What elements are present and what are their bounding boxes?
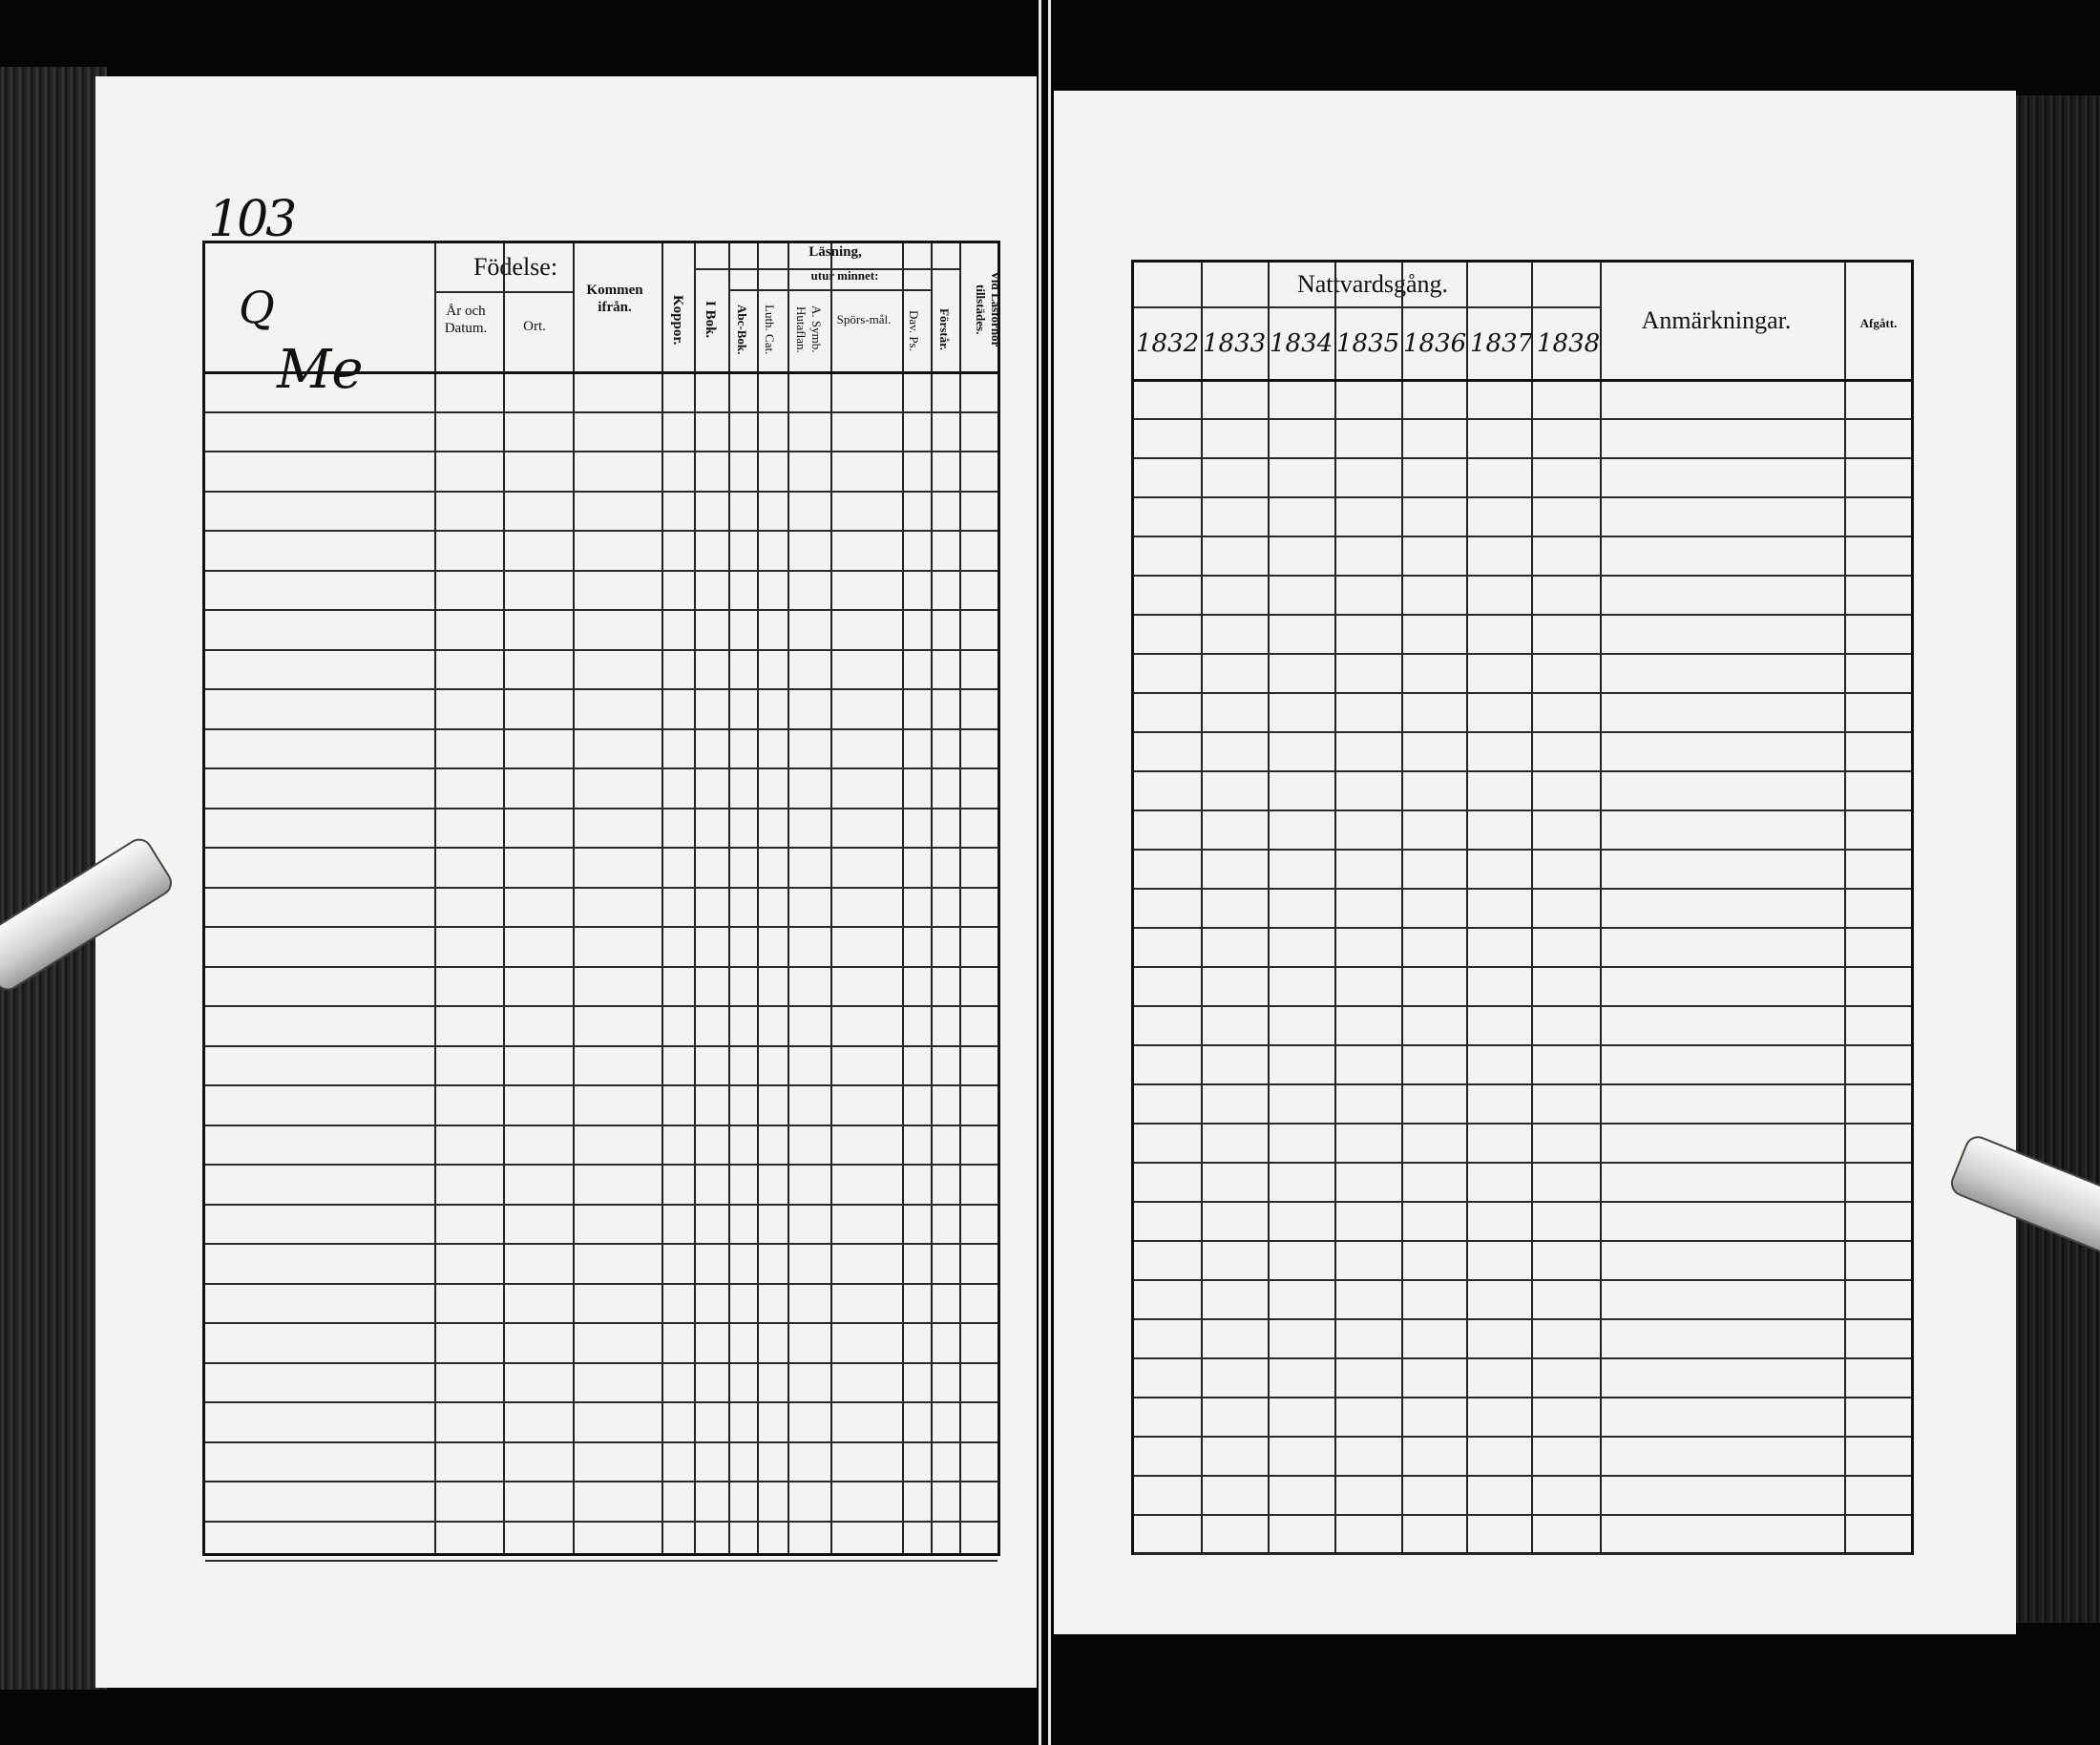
table-row-rule bbox=[1134, 575, 1911, 577]
table-row-rule bbox=[205, 1045, 998, 1047]
year-header-1835: 1835 bbox=[1336, 329, 1400, 358]
table-row-rule bbox=[205, 1005, 998, 1007]
table-row-rule bbox=[205, 1204, 998, 1206]
header-abc-bok: Abc-Bok. bbox=[735, 304, 749, 355]
table-row-rule bbox=[1134, 849, 1911, 851]
table-row-rule bbox=[1134, 379, 1911, 382]
year-header-1836: 1836 bbox=[1403, 329, 1467, 358]
book-spine bbox=[1037, 0, 1054, 1745]
table-row-rule bbox=[1134, 1553, 1911, 1555]
table-row-rule bbox=[1134, 770, 1911, 772]
column-rule bbox=[830, 243, 832, 1553]
year-header-1833: 1833 bbox=[1203, 329, 1267, 358]
table-row-rule bbox=[1134, 692, 1911, 694]
table-row-rule bbox=[1134, 1005, 1911, 1007]
spine-thread bbox=[1039, 0, 1041, 1745]
table-row-rule bbox=[205, 1243, 998, 1245]
header-anmarkningar: Anmärkningar. bbox=[1641, 306, 1792, 334]
table-row-rule bbox=[205, 649, 998, 651]
table-row-rule bbox=[1134, 1123, 1911, 1125]
table-row-rule bbox=[205, 1362, 998, 1364]
header-forstar: Förstår. bbox=[937, 308, 952, 350]
table-row-rule bbox=[205, 1521, 998, 1523]
header-nattvardsgang: Nattvardsgång. bbox=[1296, 270, 1449, 298]
year-header-1834: 1834 bbox=[1270, 329, 1334, 358]
header-lasning: Läsning, bbox=[808, 244, 862, 260]
table-row-rule bbox=[205, 1560, 998, 1562]
table-row-rule bbox=[1134, 1397, 1911, 1398]
table-row-rule bbox=[205, 808, 998, 809]
table-row-rule bbox=[205, 1322, 998, 1324]
table-row-rule bbox=[205, 728, 998, 730]
table-row-rule bbox=[1134, 731, 1911, 733]
header-rule bbox=[1134, 306, 1600, 308]
column-rule bbox=[728, 243, 730, 1553]
table-row-rule bbox=[1134, 457, 1911, 459]
page-number: 103 bbox=[208, 191, 295, 248]
table-row-rule bbox=[205, 411, 998, 413]
spine-thread bbox=[1048, 0, 1051, 1745]
table-row-rule bbox=[1134, 1279, 1911, 1281]
book-edge-right bbox=[2014, 95, 2100, 1623]
table-row-rule bbox=[1134, 1475, 1911, 1477]
header-rule bbox=[434, 291, 573, 293]
header-koppor: Koppor. bbox=[670, 294, 685, 346]
table-row-rule bbox=[1134, 496, 1911, 498]
table-row-rule bbox=[1134, 653, 1911, 655]
year-header-1837: 1837 bbox=[1470, 329, 1534, 358]
header-ort: Ort. bbox=[523, 319, 546, 334]
header-fodelse: Födelse: bbox=[472, 253, 558, 281]
parish-register-table-right bbox=[1131, 260, 1914, 1555]
handwritten-name: Me bbox=[277, 339, 364, 401]
header-vid-lasforhor: Vid Läsförhör tillstädes. bbox=[974, 271, 1003, 347]
column-rule bbox=[503, 243, 505, 1553]
column-rule bbox=[573, 243, 575, 1553]
table-row-rule bbox=[205, 767, 998, 769]
header-rule bbox=[694, 268, 959, 270]
column-rule bbox=[902, 243, 904, 1553]
header-rule bbox=[728, 289, 931, 291]
table-row-rule bbox=[205, 688, 998, 690]
header-utur-minnet: utur minnet: bbox=[810, 268, 879, 283]
column-rule bbox=[931, 243, 933, 1553]
table-row-rule bbox=[1134, 1357, 1911, 1359]
table-row-rule bbox=[205, 847, 998, 849]
header-kommen-ifran: Kommen ifrån. bbox=[586, 283, 643, 315]
column-rule bbox=[757, 243, 759, 1553]
table-row-rule bbox=[1134, 1514, 1911, 1516]
table-row-rule bbox=[205, 570, 998, 572]
table-row-rule bbox=[205, 1481, 998, 1482]
table-row-rule bbox=[1134, 614, 1911, 616]
table-row-rule bbox=[205, 926, 998, 928]
table-row-rule bbox=[1134, 1201, 1911, 1203]
column-rule bbox=[788, 243, 789, 1553]
table-row-rule bbox=[205, 491, 998, 493]
table-row-rule bbox=[1134, 418, 1911, 420]
header-a-symb-hutaflan: A. Symb. Hutaflan. bbox=[794, 305, 824, 353]
header-luth-cat: Luth. Cat. bbox=[763, 304, 777, 355]
table-row-rule bbox=[1134, 1240, 1911, 1242]
year-header-1838: 1838 bbox=[1537, 329, 1601, 358]
table-row-rule bbox=[205, 609, 998, 611]
table-row-rule bbox=[205, 1084, 998, 1086]
header-sporsmal: Spörs-mål. bbox=[836, 312, 892, 326]
table-row-rule bbox=[205, 530, 998, 532]
table-row-rule bbox=[205, 1401, 998, 1403]
handwritten-initial: Q bbox=[239, 282, 275, 333]
column-rule bbox=[959, 243, 961, 1553]
table-row-rule bbox=[1134, 927, 1911, 929]
table-row-rule bbox=[205, 1441, 998, 1443]
year-header-1832: 1832 bbox=[1136, 329, 1200, 358]
header-afgatt: Afgått. bbox=[1859, 316, 1898, 330]
table-row-rule bbox=[205, 966, 998, 968]
parish-register-table-left bbox=[202, 241, 1003, 1556]
table-row-rule bbox=[205, 887, 998, 889]
table-row-rule bbox=[205, 1164, 998, 1166]
table-row-rule bbox=[1134, 888, 1911, 890]
header-i-bok: I Bok. bbox=[703, 301, 718, 339]
table-row-rule bbox=[1134, 1162, 1911, 1164]
table-row-rule bbox=[1134, 536, 1911, 537]
column-rule bbox=[434, 243, 436, 1553]
table-row-rule bbox=[205, 371, 998, 374]
header-ar-och-datum: År och Datum. bbox=[444, 304, 488, 336]
table-row-rule bbox=[1134, 1318, 1911, 1320]
table-row-rule bbox=[1134, 966, 1911, 968]
table-row-rule bbox=[1134, 1044, 1911, 1046]
table-row-rule bbox=[205, 1125, 998, 1126]
table-row-rule bbox=[1134, 1083, 1911, 1085]
table-row-rule bbox=[205, 1283, 998, 1285]
column-rule bbox=[694, 243, 696, 1553]
table-row-rule bbox=[205, 451, 998, 452]
table-row-rule bbox=[1134, 809, 1911, 811]
header-dav-ps: Dav. Ps. bbox=[907, 309, 921, 351]
column-rule bbox=[662, 243, 663, 1553]
table-row-rule bbox=[1134, 1436, 1911, 1438]
